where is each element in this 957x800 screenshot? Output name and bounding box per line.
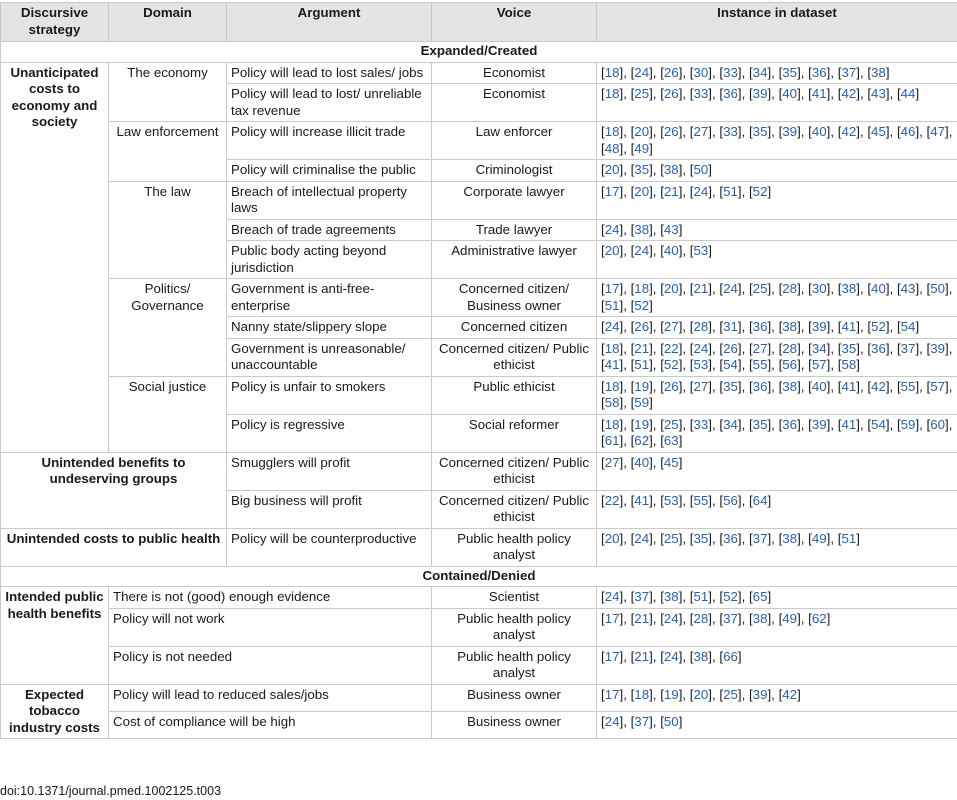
- citation-link[interactable]: 49: [782, 610, 798, 626]
- citation-link[interactable]: 19: [634, 416, 650, 432]
- citation-link[interactable]: 53: [693, 357, 709, 372]
- citation-link[interactable]: 50: [693, 162, 709, 177]
- argument-cell: Policy will lead to reduced sales/jobs: [109, 684, 432, 711]
- citation-link[interactable]: 34: [723, 416, 738, 432]
- citation-link[interactable]: 18: [604, 86, 620, 101]
- citation-link[interactable]: 60: [930, 416, 946, 432]
- citation-link[interactable]: 54: [871, 416, 886, 432]
- citation-link[interactable]: 52: [871, 319, 886, 334]
- citation-link[interactable]: 52: [723, 589, 738, 604]
- strategy-cell: Expected tobacco industry costs: [1, 684, 109, 739]
- argument-cell: Smugglers will profit: [227, 452, 432, 490]
- citation-link[interactable]: 61: [604, 433, 620, 448]
- citation-link[interactable]: 66: [723, 648, 738, 664]
- citation-link[interactable]: 38: [782, 378, 798, 394]
- citation-link[interactable]: 65: [752, 589, 768, 604]
- voice-cell: Concerned citizen: [432, 317, 597, 339]
- citation-link[interactable]: 53: [693, 243, 709, 258]
- citation-link[interactable]: 35: [752, 416, 768, 432]
- instance-cell: [24], [37], [50]: [597, 711, 957, 738]
- citation-link[interactable]: 24: [693, 183, 709, 199]
- header-row: [1, 3, 957, 42]
- citation-link[interactable]: 43: [871, 86, 886, 101]
- citation-link[interactable]: 51: [604, 297, 620, 313]
- citation-link[interactable]: 19: [663, 686, 679, 702]
- citation-link[interactable]: 39: [930, 340, 946, 356]
- citation-link[interactable]: 25: [723, 686, 738, 702]
- table-row: [1, 608, 957, 646]
- instance-cell: [18], [19], [25], [33], [34], [35], [36], [39], [41], [54], [59], [60], [61], [62], [63]: [597, 414, 957, 452]
- instance-cell: [17], [18], [20], [21], [24], [25], [28], [30], [38], [40], [43], [50], [51], [52]: [597, 279, 957, 317]
- citation-link[interactable]: 25: [634, 86, 650, 101]
- citation-link[interactable]: 24: [634, 64, 650, 80]
- citation-link[interactable]: 63: [663, 433, 679, 448]
- citation-link[interactable]: 22: [604, 492, 620, 508]
- instance-cell: [20], [24], [25], [35], [36], [37], [38], [49], [51]: [597, 528, 957, 566]
- citation-link[interactable]: 18: [634, 686, 650, 702]
- citation-link[interactable]: 39: [752, 86, 768, 101]
- citation-link[interactable]: 51: [841, 530, 857, 546]
- voice-cell: Public health policy analyst: [432, 528, 597, 566]
- citation-link[interactable]: 25: [752, 281, 768, 296]
- citation-link[interactable]: 18: [604, 340, 620, 356]
- citation-link[interactable]: 27: [752, 340, 768, 356]
- instance-cell: [17], [20], [21], [24], [51], [52]: [597, 181, 957, 219]
- citation-link[interactable]: 21: [634, 340, 650, 356]
- citation-link[interactable]: 30: [693, 64, 709, 80]
- citation-link[interactable]: 17: [604, 281, 620, 296]
- citation-link[interactable]: 18: [634, 281, 650, 296]
- citation-link[interactable]: 22: [663, 340, 679, 356]
- citation-link[interactable]: 18: [604, 124, 620, 139]
- voice-cell: Law enforcer: [432, 122, 597, 160]
- citation-link[interactable]: 46: [900, 124, 916, 139]
- citation-link[interactable]: 37: [723, 610, 738, 626]
- citation-link[interactable]: 42: [841, 124, 857, 139]
- citation-link[interactable]: 45: [871, 124, 886, 139]
- citation-link[interactable]: 54: [900, 319, 916, 334]
- citation-link[interactable]: 36: [752, 319, 768, 334]
- table-row: [1, 376, 957, 414]
- section-title: Expanded/Created: [1, 42, 957, 63]
- header-instance: Instance in dataset: [597, 3, 957, 42]
- citation-link[interactable]: 43: [663, 221, 679, 237]
- voice-cell: Public health policy analyst: [432, 608, 597, 646]
- citation-link[interactable]: 27: [604, 454, 620, 470]
- citation-link[interactable]: 48: [604, 140, 620, 156]
- citation-link[interactable]: 40: [782, 86, 798, 101]
- citation-link[interactable]: 33: [723, 64, 738, 80]
- citation-link[interactable]: 56: [782, 357, 798, 372]
- citation-link[interactable]: 37: [841, 64, 857, 80]
- citation-link[interactable]: 35: [693, 530, 709, 546]
- citation-link[interactable]: 20: [604, 530, 620, 546]
- section-row: [1, 566, 957, 587]
- citation-link[interactable]: 39: [782, 124, 798, 139]
- citation-link[interactable]: 21: [663, 183, 679, 199]
- citation-link[interactable]: 38: [782, 530, 798, 546]
- strategy-cell: Unintended benefits to undeserving groups: [1, 452, 227, 528]
- argument-cell: Policy is regressive: [227, 414, 432, 452]
- citation-link[interactable]: 38: [663, 589, 679, 604]
- instance-cell: [24], [37], [38], [51], [52], [65]: [597, 587, 957, 609]
- citation-link[interactable]: 24: [604, 713, 620, 729]
- argument-cell: Big business will profit: [227, 490, 432, 528]
- citation-link[interactable]: 36: [723, 86, 738, 101]
- citation-link[interactable]: 53: [663, 492, 679, 508]
- argument-cell: There is not (good) enough evidence: [109, 587, 432, 609]
- citation-link[interactable]: 36: [811, 64, 827, 80]
- citation-link[interactable]: 31: [723, 319, 738, 334]
- strategies-table: [0, 2, 957, 739]
- citation-link[interactable]: 52: [752, 183, 768, 199]
- table-row: [1, 711, 957, 738]
- citation-link[interactable]: 64: [752, 492, 768, 508]
- citation-link[interactable]: 55: [752, 357, 768, 372]
- header-voice: Voice: [432, 3, 597, 42]
- citation-link[interactable]: 21: [634, 648, 650, 664]
- argument-cell: Policy will be counterproductive: [227, 528, 432, 566]
- argument-cell: Breach of intellectual property laws: [227, 181, 432, 219]
- citation-link[interactable]: 58: [604, 395, 620, 410]
- header-argument: Argument: [227, 3, 432, 42]
- citation-link[interactable]: 24: [663, 610, 679, 626]
- header-strategy: Discursive strategy: [1, 3, 109, 42]
- citation-link[interactable]: 21: [634, 610, 650, 626]
- argument-cell: Policy will not work: [109, 608, 432, 646]
- citation-link[interactable]: 34: [811, 340, 827, 356]
- citation-link[interactable]: 17: [604, 183, 620, 199]
- citation-link[interactable]: 42: [782, 686, 798, 702]
- citation-link[interactable]: 36: [871, 340, 886, 356]
- citation-link[interactable]: 37: [752, 530, 768, 546]
- citation-link[interactable]: 37: [634, 589, 650, 604]
- citation-link[interactable]: 20: [663, 281, 679, 296]
- voice-cell: Business owner: [432, 684, 597, 711]
- voice-cell: Concerned citizen/ Public ethicist: [432, 452, 597, 490]
- citation-link[interactable]: 40: [811, 378, 827, 394]
- citation-link[interactable]: 27: [693, 124, 709, 139]
- citation-link[interactable]: 24: [634, 243, 650, 258]
- instance-cell: [27], [40], [45]: [597, 452, 957, 490]
- citation-link[interactable]: 35: [634, 162, 650, 177]
- citation-link[interactable]: 55: [693, 492, 709, 508]
- citation-link[interactable]: 18: [604, 416, 620, 432]
- instance-cell: [20], [24], [40], [53]: [597, 241, 957, 279]
- instance-cell: [18], [19], [26], [27], [35], [36], [38], [40], [41], [42], [55], [57], [58], [59]: [597, 376, 957, 414]
- table-row: [1, 528, 957, 566]
- citation-link[interactable]: 27: [693, 378, 709, 394]
- citation-link[interactable]: 42: [841, 86, 857, 101]
- table-row: [1, 646, 957, 684]
- citation-link[interactable]: 40: [811, 124, 827, 139]
- citation-link[interactable]: 38: [782, 319, 798, 334]
- domain-cell: Law enforcement: [109, 122, 227, 182]
- citation-link[interactable]: 26: [634, 319, 650, 334]
- citation-link[interactable]: 18: [604, 64, 620, 80]
- strategy-cell: Unanticipated costs to economy and society: [1, 62, 109, 452]
- instance-cell: [18], [20], [26], [27], [33], [35], [39], [40], [42], [45], [46], [47], [48], [49]: [597, 122, 957, 160]
- voice-cell: Trade lawyer: [432, 219, 597, 241]
- argument-cell: Government is anti-free-enterprise: [227, 279, 432, 317]
- citation-link[interactable]: 33: [693, 86, 709, 101]
- citation-link[interactable]: 40: [663, 243, 679, 258]
- instance-cell: [17], [21], [24], [38], [66]: [597, 646, 957, 684]
- argument-cell: Policy is unfair to smokers: [227, 376, 432, 414]
- section-row: [1, 42, 957, 63]
- citation-link[interactable]: 43: [900, 281, 916, 296]
- instance-cell: [24], [26], [27], [28], [31], [36], [38], [39], [41], [52], [54]: [597, 317, 957, 339]
- citation-link[interactable]: 62: [634, 433, 650, 448]
- citation-link[interactable]: 17: [604, 610, 620, 626]
- citation-link[interactable]: 37: [634, 713, 650, 729]
- instance-cell: [24], [38], [43]: [597, 219, 957, 241]
- citation-link[interactable]: 35: [723, 378, 738, 394]
- citation-link[interactable]: 24: [663, 648, 679, 664]
- citation-link[interactable]: 38: [752, 610, 768, 626]
- citation-link[interactable]: 27: [663, 319, 679, 334]
- citation-link[interactable]: 33: [723, 124, 738, 139]
- citation-link[interactable]: 47: [930, 124, 946, 139]
- argument-cell: Policy will lead to lost/ unreliable tax revenue: [227, 84, 432, 122]
- citation-link[interactable]: 57: [811, 357, 827, 372]
- citation-link[interactable]: 62: [811, 610, 827, 626]
- citation-link[interactable]: 39: [752, 686, 768, 702]
- citation-link[interactable]: 38: [634, 221, 650, 237]
- citation-link[interactable]: 50: [663, 713, 679, 729]
- voice-cell: Business owner: [432, 711, 597, 738]
- voice-cell: Administrative lawyer: [432, 241, 597, 279]
- instance-cell: [17], [18], [19], [20], [25], [39], [42]: [597, 684, 957, 711]
- citation-link[interactable]: 41: [841, 378, 857, 394]
- citation-link[interactable]: 51: [693, 589, 709, 604]
- citation-link[interactable]: 30: [811, 281, 827, 296]
- voice-cell: Social reformer: [432, 414, 597, 452]
- citation-link[interactable]: 20: [634, 124, 650, 139]
- citation-link[interactable]: 20: [604, 243, 620, 258]
- section-title: Contained/Denied: [1, 566, 957, 587]
- table-body: [1, 42, 957, 739]
- argument-cell: Cost of compliance will be high: [109, 711, 432, 738]
- citation-link[interactable]: 54: [723, 357, 738, 372]
- strategy-cell: Intended public health benefits: [1, 587, 109, 685]
- citation-link[interactable]: 36: [752, 378, 768, 394]
- voice-cell: Criminologist: [432, 160, 597, 182]
- strategy-cell: Unintended costs to public health: [1, 528, 227, 566]
- citation-link[interactable]: 34: [752, 64, 768, 80]
- instance-cell: [18], [24], [26], [30], [33], [34], [35], [36], [37], [38]: [597, 62, 957, 84]
- citation-link[interactable]: 42: [871, 378, 886, 394]
- citation-link[interactable]: 17: [604, 686, 620, 702]
- domain-cell: Politics/ Governance: [109, 279, 227, 377]
- citation-link[interactable]: 57: [930, 378, 946, 394]
- citation-link[interactable]: 25: [663, 416, 679, 432]
- citation-link[interactable]: 40: [634, 454, 650, 470]
- voice-cell: Scientist: [432, 587, 597, 609]
- citation-link[interactable]: 51: [723, 183, 738, 199]
- citation-link[interactable]: 49: [634, 140, 650, 156]
- citation-link[interactable]: 35: [752, 124, 768, 139]
- citation-link[interactable]: 38: [871, 64, 886, 80]
- table-row: [1, 279, 957, 317]
- citation-link[interactable]: 38: [693, 648, 709, 664]
- citation-link[interactable]: 26: [663, 378, 679, 394]
- citation-link[interactable]: 35: [841, 340, 857, 356]
- citation-link[interactable]: 40: [871, 281, 886, 296]
- voice-cell: Concerned citizen/ Business owner: [432, 279, 597, 317]
- citation-link[interactable]: 28: [693, 319, 709, 334]
- argument-cell: Nanny state/slippery slope: [227, 317, 432, 339]
- citation-link[interactable]: 38: [663, 162, 679, 177]
- instance-cell: [18], [25], [26], [33], [36], [39], [40], [41], [42], [43], [44]: [597, 84, 957, 122]
- citation-link[interactable]: 38: [841, 281, 857, 296]
- citation-link[interactable]: 58: [841, 357, 857, 372]
- argument-cell: Public body acting beyond jurisdiction: [227, 241, 432, 279]
- instance-cell: [17], [21], [24], [28], [37], [38], [49], [62]: [597, 608, 957, 646]
- citation-link[interactable]: 41: [841, 319, 857, 334]
- voice-cell: Public health policy analyst: [432, 646, 597, 684]
- citation-link[interactable]: 20: [693, 686, 709, 702]
- citation-link[interactable]: 50: [930, 281, 946, 296]
- argument-cell: Government is unreasonable/ unaccountable: [227, 338, 432, 376]
- doi-caption: doi:10.1371/journal.pmed.1002125.t003: [0, 784, 222, 798]
- domain-cell: The economy: [109, 62, 227, 122]
- table-row: [1, 587, 957, 609]
- citation-link[interactable]: 44: [900, 86, 916, 101]
- voice-cell: Concerned citizen/ Public ethicist: [432, 338, 597, 376]
- argument-cell: Policy will lead to lost sales/ jobs: [227, 62, 432, 84]
- instance-cell: [22], [41], [53], [55], [56], [64]: [597, 490, 957, 528]
- citation-link[interactable]: 41: [604, 357, 620, 372]
- argument-cell: Breach of trade agreements: [227, 219, 432, 241]
- table-row: [1, 122, 957, 160]
- citation-link[interactable]: 21: [693, 281, 709, 296]
- citation-link[interactable]: 49: [811, 530, 827, 546]
- citation-link[interactable]: 20: [604, 162, 620, 177]
- citation-link[interactable]: 24: [693, 340, 709, 356]
- domain-cell: Social justice: [109, 376, 227, 452]
- citation-link[interactable]: 39: [811, 416, 827, 432]
- voice-cell: Economist: [432, 62, 597, 84]
- voice-cell: Public ethicist: [432, 376, 597, 414]
- citation-link[interactable]: 41: [811, 86, 827, 101]
- citation-link[interactable]: 25: [663, 530, 679, 546]
- argument-cell: Policy will increase illicit trade: [227, 122, 432, 160]
- citation-link[interactable]: 41: [841, 416, 857, 432]
- citation-link[interactable]: 56: [723, 492, 738, 508]
- citation-link[interactable]: 35: [782, 64, 798, 80]
- citation-link[interactable]: 24: [723, 281, 738, 296]
- citation-link[interactable]: 52: [634, 297, 650, 313]
- citation-link[interactable]: 26: [663, 86, 679, 101]
- argument-cell: Policy is not needed: [109, 646, 432, 684]
- instance-cell: [18], [21], [22], [24], [26], [27], [28], [34], [35], [36], [37], [39], [41], [51], [52], [53], [54], [55], [56], [57], [58]: [597, 338, 957, 376]
- citation-link[interactable]: 45: [663, 454, 679, 470]
- citation-link[interactable]: 19: [634, 378, 650, 394]
- citation-link[interactable]: 24: [634, 530, 650, 546]
- citation-link[interactable]: 51: [634, 357, 650, 372]
- citation-link[interactable]: 39: [811, 319, 827, 334]
- table-row: [1, 684, 957, 711]
- table-row: [1, 452, 957, 490]
- citation-link[interactable]: 24: [604, 589, 620, 604]
- table-row: [1, 181, 957, 219]
- citation-link[interactable]: 24: [604, 319, 620, 334]
- citation-link[interactable]: 24: [604, 221, 620, 237]
- argument-cell: Policy will criminalise the public: [227, 160, 432, 182]
- table-row: [1, 62, 957, 84]
- citation-link[interactable]: 26: [663, 124, 679, 139]
- citation-link[interactable]: 26: [723, 340, 738, 356]
- citation-link[interactable]: 26: [663, 64, 679, 80]
- header-domain: Domain: [109, 3, 227, 42]
- citation-link[interactable]: 36: [782, 416, 798, 432]
- citation-link[interactable]: 33: [693, 416, 709, 432]
- citation-link[interactable]: 17: [604, 648, 620, 664]
- voice-cell: Concerned citizen/ Public ethicist: [432, 490, 597, 528]
- domain-cell: The law: [109, 181, 227, 279]
- voice-cell: Economist: [432, 84, 597, 122]
- citation-link[interactable]: 36: [723, 530, 738, 546]
- citation-link[interactable]: 59: [634, 395, 650, 410]
- voice-cell: Corporate lawyer: [432, 181, 597, 219]
- citation-link[interactable]: 28: [782, 281, 798, 296]
- citation-link[interactable]: 37: [900, 340, 916, 356]
- instance-cell: [20], [35], [38], [50]: [597, 160, 957, 182]
- citation-link[interactable]: 52: [663, 357, 679, 372]
- citation-link[interactable]: 28: [782, 340, 798, 356]
- citation-link[interactable]: 55: [900, 378, 916, 394]
- citation-link[interactable]: 28: [693, 610, 709, 626]
- citation-link[interactable]: 59: [900, 416, 916, 432]
- citation-link[interactable]: 20: [634, 183, 650, 199]
- citation-link[interactable]: 41: [634, 492, 650, 508]
- citation-link[interactable]: 18: [604, 378, 620, 394]
